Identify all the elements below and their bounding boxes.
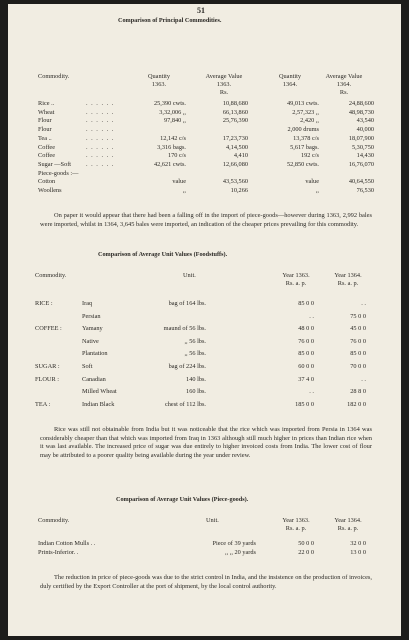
qty-1363: 42,621 cwts. (153, 160, 186, 168)
unit: Piece of 39 yards (212, 540, 256, 547)
value-1364: 76,530 (356, 187, 374, 194)
value-1364: 85 0 0 (350, 350, 366, 358)
value-1363: 10,88,680 (222, 100, 248, 107)
commodity-name: Yamany (82, 325, 103, 333)
commodity-name: Canadian (82, 375, 106, 383)
commodity-name: Persian (82, 312, 101, 320)
group-label: FLOUR : (35, 375, 59, 383)
leader-dots: . . . . . . (86, 134, 115, 142)
value-1363: 17,23,730 (222, 134, 248, 142)
unit: chest of 112 lbs. (164, 400, 206, 408)
value-1364: . . (361, 375, 366, 383)
unit: 140 lbs. (186, 375, 206, 383)
value-1363: 4,14,500 (225, 143, 248, 151)
commodity-name: Coffee (38, 143, 56, 151)
qty-1363: 170 c/s (167, 152, 186, 160)
qty-1363: 12,142 c/s (160, 134, 186, 142)
value-1364: 48,98,730 (348, 108, 374, 116)
qty-1363: 97,840 ,, (163, 117, 186, 125)
table3-header-unit: Unit. (206, 517, 219, 524)
value-1364: . . (361, 300, 366, 307)
value-1364: 32 0 0 (350, 540, 366, 547)
table3-header-commodity: Commodity. (38, 517, 70, 524)
leader-dots: . . . . . . (86, 117, 115, 125)
document-page (8, 4, 401, 636)
leader-dots: . . . . . . (86, 143, 115, 151)
value-1363: 50 0 0 (298, 540, 314, 547)
value-1363: 12,66,080 (222, 160, 248, 168)
qty-1363: 25,390 cwts. (153, 100, 186, 107)
table2-title: Comparison of Average Unit Values (Foodstuffs). (98, 251, 228, 258)
value-1364: 75 0 0 (350, 312, 366, 320)
table3-header-year1363: Year 1363. Rs. a. p. (282, 517, 310, 532)
value-1364: 70 0 0 (350, 363, 366, 370)
commodity-name: Sugar —Soft (38, 160, 72, 168)
qty-1364: 2,57,323 ,, (292, 108, 319, 116)
qty-1364: 5,617 bags. (290, 143, 319, 151)
value-1363: 66,13,860 (222, 108, 248, 116)
unit: ,, 56 lbs. (184, 350, 206, 358)
value-1364: 76 0 0 (350, 337, 366, 345)
table2-header-unit: Unit. (183, 272, 196, 279)
table1-header-commodity: Commodity. (38, 73, 70, 80)
unit: bag of 164 lbs. (168, 300, 206, 307)
leader-dots: . . . . . . (86, 152, 115, 160)
table2-header-year1364: Year 1364. Rs. a. p. (334, 272, 362, 287)
table2-note: Rice was still not obtainable from India but it was noticeable that the rice which was imported from Persia in 1364 was considerably cheaper than that which was imported from Iraq in 1363 although still much higher in prices than Indian rice when it was last available. The increased price of sugar was due entirely to higher invoiced costs from India. The lower cost of flour may be attributed to a poorer quality being available during the year under review. (40, 426, 372, 459)
value-1363: . . (309, 312, 314, 320)
table1-note: On paper it would appear that there had been a falling off in the import of piece-goods—however during 1363, 2,992 bales were imported, whilst in 1364, 3,645 bales were imported, an indication of the cheaper prices prevailing for this commodity. (40, 212, 372, 228)
qty-1364: value (305, 178, 319, 186)
value-1364: 43,540 (356, 117, 374, 125)
qty-1364: 52,850 cwts. (286, 160, 319, 168)
leader-dots: . . . . . . (86, 160, 115, 168)
value-1364: 182 0 0 (347, 400, 366, 408)
value-1363: 22 0 0 (298, 549, 314, 556)
qty-1363: value (172, 178, 186, 186)
unit: 160 lbs. (186, 388, 206, 396)
commodity-name: Plantation (82, 350, 108, 358)
table3-title: Comparison of Average Unit Values (Piece-goods). (116, 496, 249, 503)
unit: maund of 56 lbs. (163, 325, 206, 333)
table1-header-value1363: Average Value 1363. Rs. (205, 73, 243, 96)
table3-header-year1364: Year 1364. Rs. a. p. (334, 517, 362, 532)
value-1363: 4,410 (233, 152, 248, 160)
table3-note: The reduction in price of piece-goods was due to the strict control in India, and the insistence on the production of invoices, duly certified by the Export Controller at the port of shipment, by the local control authority. (40, 574, 372, 590)
value-1364: 14,430 (356, 152, 374, 160)
commodity-name: Indian Black (82, 400, 115, 408)
unit: ,, ,, 20 yards (225, 549, 256, 556)
table1-header-qty1364: Quantity 1364. (278, 73, 302, 88)
commodity-name: Flour (38, 126, 52, 134)
value-1364: 40,64,550 (348, 178, 374, 186)
page-number: 51 (197, 6, 205, 15)
group-label: RICE : (35, 300, 53, 307)
group-label: SUGAR : (35, 363, 60, 370)
qty-1363: 3,316 bags. (157, 143, 186, 151)
value-1364: 28 8 0 (350, 388, 366, 396)
qty-1363: 3,32,006 ,, (159, 108, 186, 116)
value-1363: 10,266 (230, 187, 248, 194)
value-1363: 60 0 0 (298, 363, 314, 370)
table2-header-commodity: Commodity. (35, 272, 67, 279)
value-1364: 13 0 0 (350, 549, 366, 556)
commodity-name: Indian Cotton Mulls . . (38, 540, 96, 547)
value-1364: 5,30,750 (351, 143, 374, 151)
commodity-name: Wheat (38, 108, 55, 116)
value-1363: 76 0 0 (298, 337, 314, 345)
qty-1364: 13,378 c/s (293, 134, 319, 142)
qty-1364: 2,420 ,, (300, 117, 319, 125)
commodity-name: Coffee (38, 152, 56, 160)
value-1363: 85 0 0 (298, 300, 314, 307)
value-1363: 48 0 0 (298, 325, 314, 333)
commodity-name: Milled Wheat (82, 388, 117, 396)
commodity-name: Woollens (38, 187, 62, 194)
value-1363: 25,76,390 (222, 117, 248, 125)
commodity-name: Flour (38, 117, 52, 125)
qty-1364: 192 c/s (300, 152, 319, 160)
leader-dots: . . . . . . (86, 108, 115, 116)
unit: ,, 56 lbs. (184, 337, 206, 345)
value-1363: . . (309, 388, 314, 396)
qty-1364: ,, (315, 187, 319, 194)
value-1364: 40,000 (356, 126, 374, 134)
value-1363: 85 0 0 (298, 350, 314, 358)
commodity-name: Iraq (82, 300, 93, 307)
table2-header-year1363: Year 1363. Rs. a. p. (282, 272, 310, 287)
commodity-name: Piece-goods :— (38, 169, 79, 177)
value-1364: 16,76,070 (348, 160, 374, 168)
qty-1363: ,, (182, 187, 186, 194)
unit: bag of 224 lbs. (168, 363, 206, 370)
commodity-name: Prints-Inferior. . (38, 549, 79, 556)
commodity-name: Native (82, 337, 99, 345)
commodity-name: Soft (82, 363, 93, 370)
value-1364: 24,88,600 (348, 100, 374, 107)
value-1364: 45 0 0 (350, 325, 366, 333)
commodity-name: Rice .. (38, 100, 55, 107)
value-1364: 18,07,900 (348, 134, 374, 142)
table1-header-value1364: Average Value 1364. Rs. (325, 73, 363, 96)
commodity-name: Cotton (38, 178, 56, 186)
commodity-name: Tea .. (38, 134, 52, 142)
leader-dots: . . . . . . (86, 100, 115, 107)
group-label: COFFEE : (35, 325, 62, 333)
value-1363: 185 0 0 (295, 400, 314, 408)
leader-dots: . . . . . . (86, 126, 115, 134)
table1-header-qty1363: Quantity 1363. (147, 73, 171, 88)
qty-1364: 2,000 drums (287, 126, 319, 134)
value-1363: 37 4 0 (298, 375, 314, 383)
qty-1364: 49,013 cwts. (286, 100, 319, 107)
table1-title: Comparison of Principal Commodities. (118, 17, 222, 24)
value-1363: 43,53,560 (222, 178, 248, 186)
group-label: TEA : (35, 400, 51, 408)
